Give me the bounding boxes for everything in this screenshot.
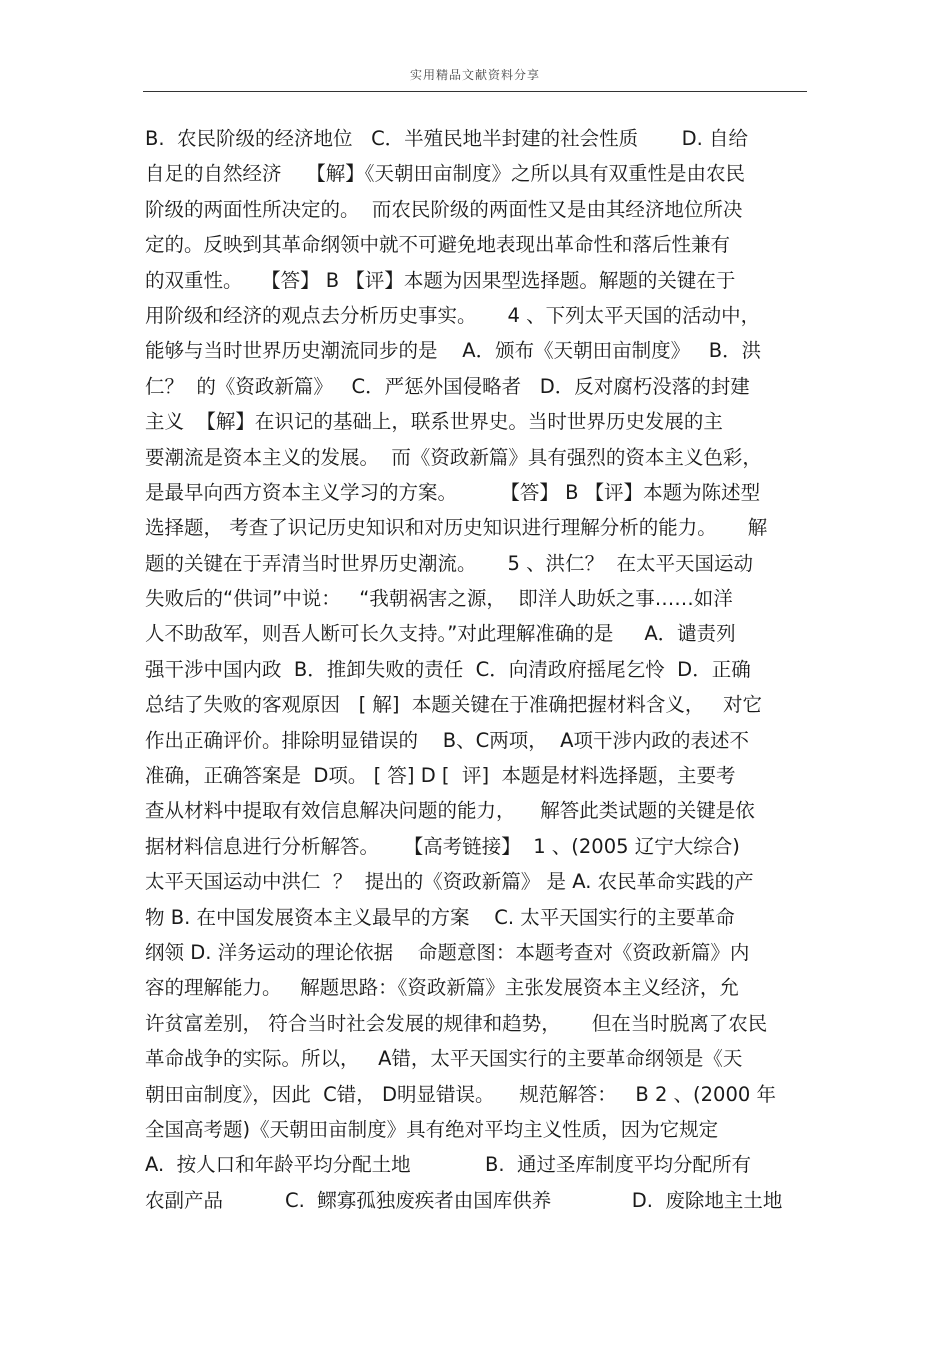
text-line: 的双重性。 【答】 B 【评】本题为因果型选择题。解题的关键在于 [145, 268, 736, 292]
text-line: 农副产品 C. 鳏寡孤独废疾者由国库供养 D. 废除地主土地 [145, 1188, 783, 1212]
text-line: 据材料信息进行分析解答。 【高考链接】 1 、(2005 辽宁大综合) [145, 834, 740, 858]
header-divider [143, 91, 807, 92]
text-line: 人不助敌军，则吾人断可长久支持。”对此理解准确的是 A．谴责列 [145, 622, 736, 646]
text-line: 太平天国运动中洪仁 ？ 提出的《资政新篇》 是 A. 农民革命实践的产 [145, 870, 754, 894]
text-line: 查从材料中提取有效信息解决问题的能力， 解答此类试题的关键是依 [145, 799, 755, 823]
text-line: 朝田亩制度》，因此 C错， D明显错误。 规范解答： B 2 、(2000 年 [145, 1082, 776, 1106]
text-line: 是最早向西方资本主义学习的方案。 【答】 B 【评】本题为陈述型 [145, 480, 761, 504]
text-line: 选择题， 考查了识记历史知识和对历史知识进行理解分析的能力。 解 [145, 516, 768, 540]
text-line: 物 B. 在中国发展资本主义最早的方案 C. 太平天国实行的主要革命 [145, 905, 735, 929]
text-line: 要潮流是资本主义的发展。 而《资政新篇》具有强烈的资本主义色彩， [145, 445, 762, 469]
text-line: 仁？ 的《资政新篇》 C．严惩外国侵略者 D．反对腐朽没落的封建 [145, 374, 750, 398]
body-text [145, 121, 810, 1218]
text-line: 许贫富差别， 符合当时社会发展的规律和趋势， 但在当时脱离了农民 [145, 1011, 768, 1035]
text-line: 能够与当时世界历史潮流同步的是 A．颁布《天朝田亩制度》 B．洪 [145, 339, 762, 363]
text-line: 容的理解能力。 解题思路：《资政新篇》主张发展资本主义经济，允 [145, 976, 739, 1000]
text-line: 纲领 D. 洋务运动的理论依据 命题意图：本题考查对《资政新篇》内 [145, 940, 750, 964]
text-line: 强干涉中国内政 B．推卸失败的责任 C．向清政府摇尾乞怜 D．正确 [145, 657, 751, 681]
text-line: 总结了失败的客观原因 [ 解] 本题关键在于准确把握材料含义， 对它 [145, 693, 763, 717]
text-line: 用阶级和经济的观点去分析历史事实。 4 、下列太平天国的活动中， [145, 303, 761, 327]
text-line: B. 农民阶级的经济地位 C．半殖民地半封建的社会性质 D. 自给 [145, 127, 748, 150]
text-line: 主义 【解】在识记的基础上，联系世界史。当时世界历史发展的主 [145, 410, 723, 434]
text-line: 作出正确评价。排除明显错误的 B、C两项， A项干涉内政的表述不 [145, 728, 750, 752]
text-line: 全国高考题)《天朝田亩制度》具有绝对平均主义性质，因为它规定 [145, 1117, 719, 1141]
text-line: 定的。反映到其革命纲领中就不可避免地表现出革命性和落后性兼有 [145, 233, 731, 257]
text-line: 自足的自然经济 【解】《天朝田亩制度》之所以具有双重性是由农民 [145, 162, 746, 186]
text-line: 革命战争的实际。所以， A错，太平天国实行的主要革命纲领是《天 [145, 1047, 743, 1071]
page-header-title: 实用精品文献资料分享 [409, 68, 540, 82]
text-line: 阶级的两面性所决定的。 而农民阶级的两面性又是由其经济地位所决 [145, 197, 743, 221]
text-line: 题的关键在于弄清当时世界历史潮流。 5 、洪仁？ 在太平天国运动 [145, 551, 753, 575]
text-line: 失败后的“供词”中说： “我朝祸害之源， 即洋人助妖之事……如洋 [145, 587, 733, 611]
text-line: 准确，正确答案是 D项。 [ 答] D [ 评] 本题是材料选择题，主要考 [145, 764, 736, 788]
text-line: A. 按人口和年龄平均分配土地 B. 通过圣库制度平均分配所有 [145, 1153, 751, 1177]
